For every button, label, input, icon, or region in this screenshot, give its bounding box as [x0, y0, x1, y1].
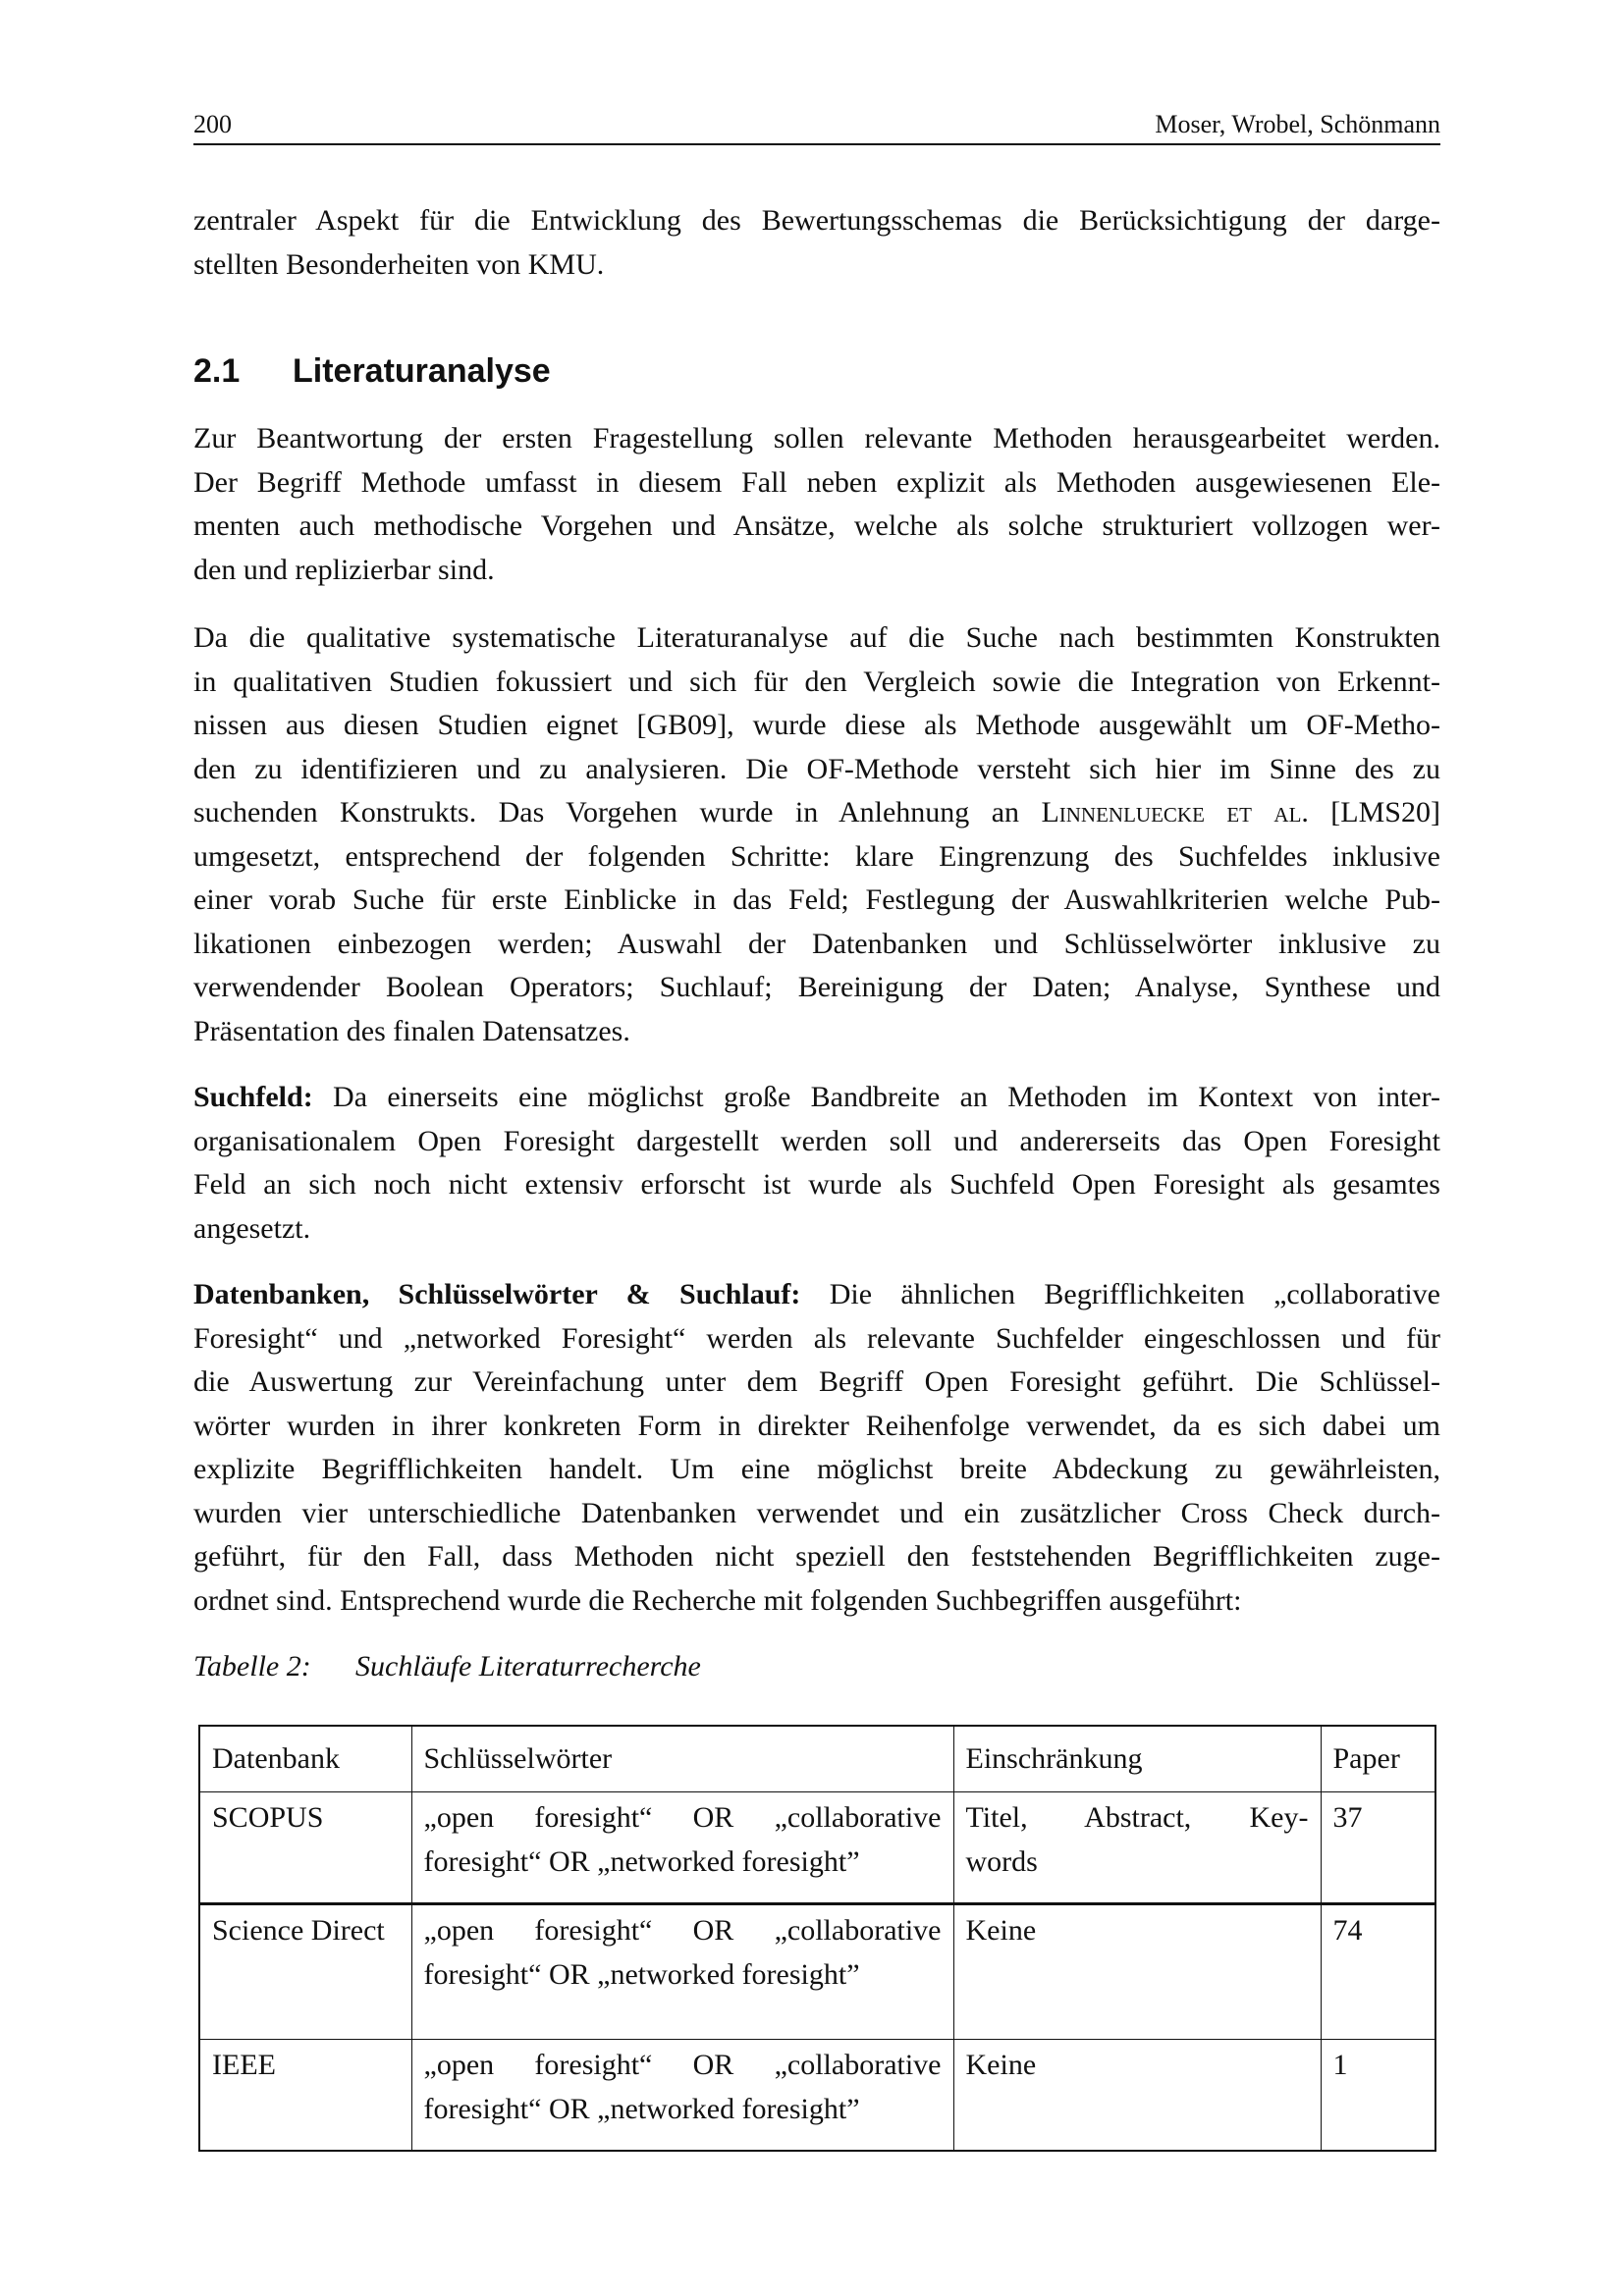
restriction-cell	[953, 1792, 1321, 1904]
text-line: den zu identifizieren und zu analysieren. Die OF-Methode versteht sich hier im Sinne des zu	[193, 752, 1440, 785]
paragraph-methods	[193, 417, 1440, 592]
caption-label: Tabelle 2:	[193, 1650, 311, 1682]
text-line	[193, 791, 1440, 835]
citation-reference: [LMS20]	[1308, 796, 1440, 828]
text-line: ordnet sind. Entsprechend wurde die Recherche mit folgenden Suchbegriffen ausgeführt:	[193, 1583, 1242, 1617]
text-line: angesetzt.	[193, 1211, 311, 1245]
paragraph-analysis	[193, 616, 1440, 1053]
text-line: in qualitativen Studien fokussiert und sich für den Vergleich sowie die Integration von Erkennt-	[193, 665, 1440, 698]
text-line: wörter wurden in ihrer konkreten Form in direkter Reihenfolge verwendet, da es sich dabei um	[193, 1409, 1440, 1442]
database-cell: SCOPUS	[199, 1792, 411, 1904]
column-header: Schlüsselwörter	[411, 1726, 953, 1792]
database-cell: IEEE	[199, 2040, 411, 2152]
cell-line: „open foresight“ OR „collaborative	[423, 1914, 942, 1947]
table-row	[199, 1792, 1435, 1904]
cell-line: „open foresight“ OR „collaborative	[423, 1801, 942, 1834]
text-line: likationen einbezogen werden; Auswahl der Datenbanken und Schlüsselwörter inklusive zu	[193, 927, 1440, 960]
text-line: menten auch methodische Vorgehen und Ansätze, welche als solche strukturiert vollzogen wer-	[193, 509, 1440, 542]
cell-line: „open foresight“ OR „collaborative	[423, 2049, 942, 2081]
keywords-cell	[411, 2040, 953, 2152]
section-heading	[193, 349, 1440, 393]
text-line	[193, 1273, 1440, 1317]
text-line: zentraler Aspekt für die Entwicklung des Bewertungsschemas die Berücksichtigung der darge-	[193, 204, 1440, 237]
text-line: Der Begriff Methode umfasst in diesem Fall neben explizit als Methoden ausgewiesenen Ele-	[193, 465, 1440, 499]
caption-title: Suchläufe Literaturrecherche	[355, 1650, 701, 1682]
page-number: 200	[193, 110, 232, 138]
running-authors: Moser, Wrobel, Schönmann	[1155, 110, 1440, 138]
text-line: Foresight“ und „networked Foresight“ werden als relevante Suchfelder eingeschlossen und für	[193, 1321, 1440, 1355]
cell-line: foresight“ OR „networked foresight”	[423, 1844, 860, 1878]
text-line: umgesetzt, entsprechend der folgenden Schritte: klare Eingrenzung des Suchfeldes inklusive	[193, 839, 1440, 873]
paragraph-suchfeld	[193, 1076, 1440, 1251]
text-segment: Die ähnlichen Begrifflichkeiten „collaborative	[800, 1278, 1440, 1310]
paper-count-cell: 74	[1321, 1904, 1435, 2040]
text-line: Feld an sich noch nicht extensiv erforscht ist wurde als Suchfeld Open Foresight als gesamtes	[193, 1168, 1440, 1201]
keywords-cell	[411, 1904, 953, 2040]
section-number: 2.1	[193, 352, 241, 390]
section-title: Literaturanalyse	[293, 352, 551, 390]
paragraph-datenbanken	[193, 1273, 1440, 1623]
search-runs-table	[198, 1725, 1436, 2152]
text-line: den und replizierbar sind.	[193, 553, 495, 586]
text-line: wurden vier unterschiedliche Datenbanken verwendet und ein zusätzlicher Cross Check durch-	[193, 1496, 1440, 1529]
page-header	[193, 106, 1440, 145]
text-line: organisationalem Open Foresight dargestellt werden soll und andererseits das Open Foresight	[193, 1124, 1440, 1157]
text-line: Zur Beantwortung der ersten Fragestellung sollen relevante Methoden herausgearbeitet werden.	[193, 422, 1440, 454]
text-line: explizite Begrifflichkeiten handelt. Um eine möglichst breite Abdeckung zu gewährleisten,	[193, 1453, 1440, 1485]
intro-paragraph	[193, 199, 1440, 287]
text-line: geführt, für den Fall, dass Methoden nicht speziell den feststehenden Begrifflichkeiten zuge-	[193, 1540, 1440, 1573]
table-row	[199, 1904, 1435, 2040]
column-header: Paper	[1321, 1726, 1435, 1792]
text-line: die Auswertung zur Vereinfachung unter dem Begriff Open Foresight geführt. Die Schlüssel-	[193, 1365, 1440, 1398]
text-line: stellten Besonderheiten von KMU.	[193, 247, 605, 281]
table-caption	[193, 1645, 1440, 1689]
cell-line: Titel, Abstract, Key-	[965, 1801, 1309, 1834]
cell-line: Keine	[965, 2049, 1037, 2081]
database-cell: Science Direct	[199, 1904, 411, 2040]
text-line: nissen aus diesen Studien eignet [GB09], wurde diese als Methode ausgewählt um OF-Metho-	[193, 709, 1440, 741]
restriction-cell	[953, 2040, 1321, 2152]
table-header-row	[199, 1726, 1435, 1792]
keywords-cell	[411, 1792, 953, 1904]
restriction-cell	[953, 1904, 1321, 2040]
run-in-heading: Suchfeld:	[193, 1081, 313, 1113]
text-line	[193, 1076, 1440, 1120]
run-in-heading: Datenbanken, Schlüsselwörter & Suchlauf:	[193, 1278, 801, 1310]
table-row	[199, 2040, 1435, 2152]
text-line: Da die qualitative systematische Literaturanalyse auf die Suche nach bestimmten Konstrukten	[193, 621, 1440, 654]
cell-line: Keine	[965, 1914, 1037, 1947]
paper-count-cell: 1	[1321, 2040, 1435, 2152]
text-line: einer vorab Suche für erste Einblicke in das Feld; Festlegung der Auswahlkriterien welche Pub-	[193, 883, 1440, 916]
paper-count-cell: 37	[1321, 1792, 1435, 1904]
author-citation-name: Linnenluecke et al.	[1041, 796, 1309, 828]
text-line: verwendender Boolean Operators; Suchlauf; Bereinigung der Daten; Analyse, Synthese und	[193, 971, 1440, 1003]
text-line: Präsentation des finalen Datensatzes.	[193, 1014, 630, 1047]
cell-line: foresight“ OR „networked foresight”	[423, 1957, 860, 1991]
column-header: Einschränkung	[953, 1726, 1321, 1792]
text-segment: suchenden Konstrukts. Das Vorgehen wurde in Anlehnung an	[193, 796, 1042, 828]
cell-line: foresight“ OR „networked foresight”	[423, 2092, 860, 2125]
text-segment: Da einerseits eine möglichst große Bandbreite an Methoden im Kontext von inter-	[312, 1081, 1440, 1113]
cell-line: words	[965, 1844, 1038, 1878]
column-header: Datenbank	[199, 1726, 411, 1792]
